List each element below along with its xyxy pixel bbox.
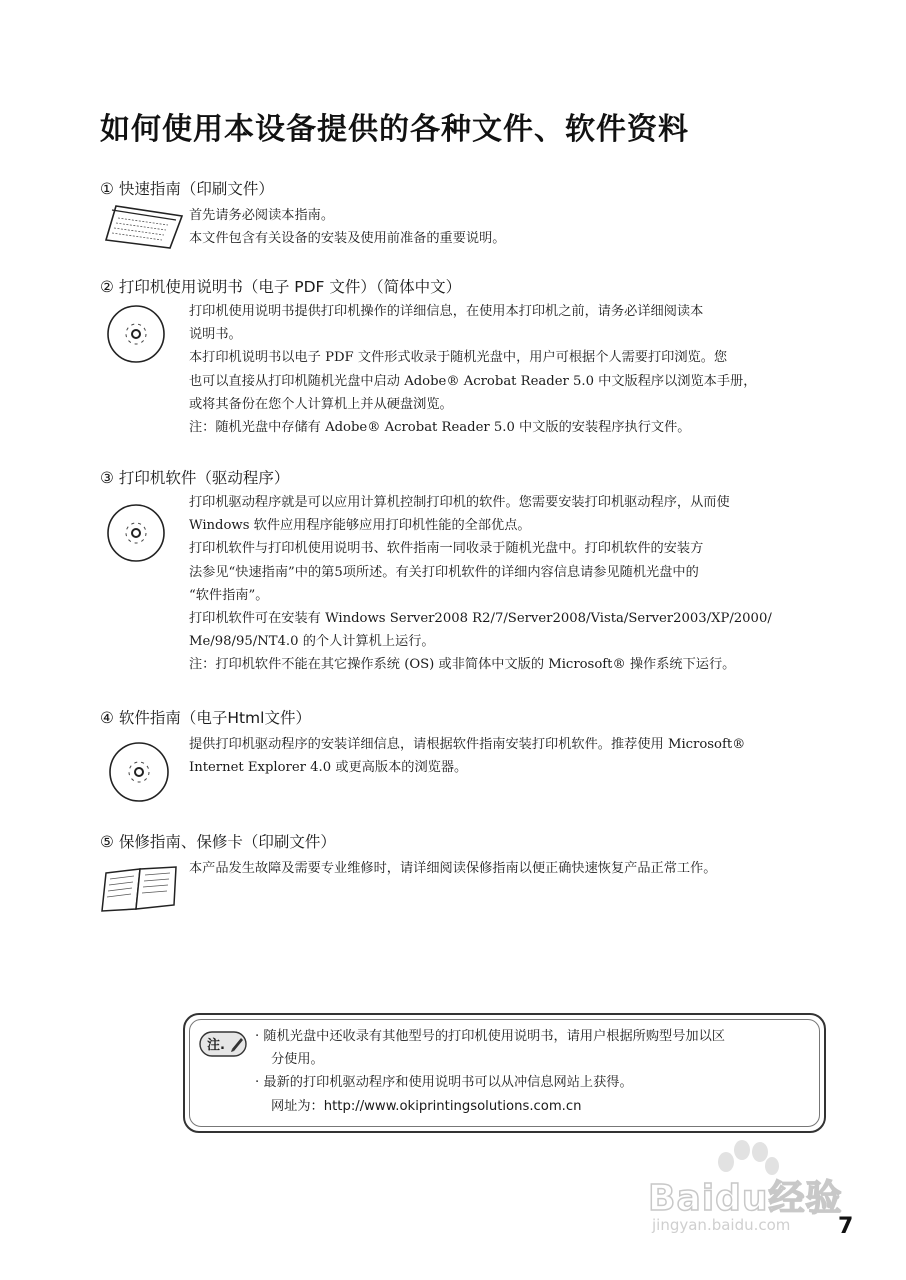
note-line: 分使用。 — [271, 1052, 324, 1068]
section-heading: ① 快速指南（印刷文件） — [100, 180, 274, 198]
body-line: 打印机驱动程序就是可以应用计算机控制打印机的软件。您需要安装打印机驱动程序，从而使 — [189, 495, 730, 510]
watermark-logo: Baidu经验 — [648, 1178, 843, 1219]
body-line: 或将其备份在您个人计算机上并从硬盘浏览。 — [189, 396, 453, 412]
baidu-watermark — [640, 1140, 860, 1240]
section-heading: ④ 软件指南（电子Html文件） — [100, 709, 311, 727]
note-line: · 随机光盘中还收录有其他型号的打印机使用说明书，请用户根据所购型号加以区 — [255, 1029, 725, 1044]
section-printer-software — [100, 467, 840, 673]
note-tag — [199, 1031, 247, 1061]
body-line: 也可以直接从打印机随机光盘中启动 Adobe® Acrobat Reader 5.0 中文版程序以浏览本手册， — [189, 373, 757, 389]
body-line: “软件指南”。 — [189, 587, 269, 603]
watermark-url: jingyan.baidu.com — [652, 1216, 791, 1234]
body-line: 首先请务必阅读本指南。 — [189, 208, 335, 223]
folded-booklet-icon — [104, 202, 186, 252]
section-heading: ③ 打印机软件（驱动程序） — [100, 469, 290, 487]
body-line: 打印机软件与打印机使用说明书、软件指南一同收录于随机光盘中。打印机软件的安装方 — [189, 541, 704, 557]
cd-disc-icon — [106, 503, 166, 563]
note-line: · 最新的打印机驱动程序和使用说明书可以从冲信息网站上获得。 — [255, 1075, 633, 1091]
section-warranty — [100, 831, 840, 876]
body-line: Internet Explorer 4.0 或更高版本的浏览器。 — [189, 760, 468, 776]
page-title: 如何使用本设备提供的各种文件、软件资料 — [100, 112, 689, 147]
body-line: 提供打印机驱动程序的安装详细信息，请根据软件指南安装打印机软件。推荐使用 Microsoft® — [189, 737, 746, 752]
body-line: 打印机使用说明书提供打印机操作的详细信息，在使用本打印机之前，请务必详细阅读本 — [189, 304, 704, 319]
body-line: Me/98/95/NT4.0 的个人计算机上运行。 — [189, 634, 435, 650]
body-line: 本产品发生故障及需要专业维修时，请详细阅读保修指南以便正确快速恢复产品正常工作。 — [189, 861, 717, 876]
body-line: 打印机软件可在安装有 Windows Server2008 R2/7/Server2008/Vista/Server2003/XP/2000/ — [189, 611, 772, 627]
section-quick-guide — [100, 178, 840, 247]
body-line: 说明书。 — [189, 327, 242, 343]
note-pencil-icon — [199, 1031, 247, 1057]
note-tag-label: 注. — [207, 1038, 225, 1053]
open-booklet-icon — [100, 865, 180, 915]
cd-disc-icon — [106, 304, 166, 364]
note-url-line: 网址为：http://www.okiprintingsolutions.com.cn — [271, 1098, 582, 1114]
body-line: Windows 软件应用程序能够应用打印机性能的全部优点。 — [189, 518, 531, 534]
cd-disc-icon — [108, 741, 170, 803]
body-line: 本文件包含有关设备的安装及使用前准备的重要说明。 — [189, 231, 506, 247]
section-heading: ② 打印机使用说明书（电子 PDF 文件）（简体中文） — [100, 278, 462, 296]
body-line: 注：打印机软件不能在其它操作系统 (OS) 或非简体中文版的 Microsoft® 操作系统下运行。 — [189, 657, 736, 673]
section-heading: ⑤ 保修指南、保修卡（印刷文件） — [100, 833, 336, 851]
section-user-manual — [100, 276, 840, 436]
body-line: 本打印机说明书以电子 PDF 文件形式收录于随机光盘中，用户可根据个人需要打印浏览。您 — [189, 350, 728, 366]
note-box — [183, 1013, 826, 1133]
page-number: 7 — [838, 1214, 854, 1239]
section-software-guide — [100, 707, 840, 776]
body-line: 法参见“快速指南”中的第5项所述。有关打印机软件的详细内容信息请参见随机光盘中的 — [189, 564, 699, 580]
body-line: 注：随机光盘中存储有 Adobe® Acrobat Reader 5.0 中文版的安装程序执行文件。 — [189, 420, 691, 436]
